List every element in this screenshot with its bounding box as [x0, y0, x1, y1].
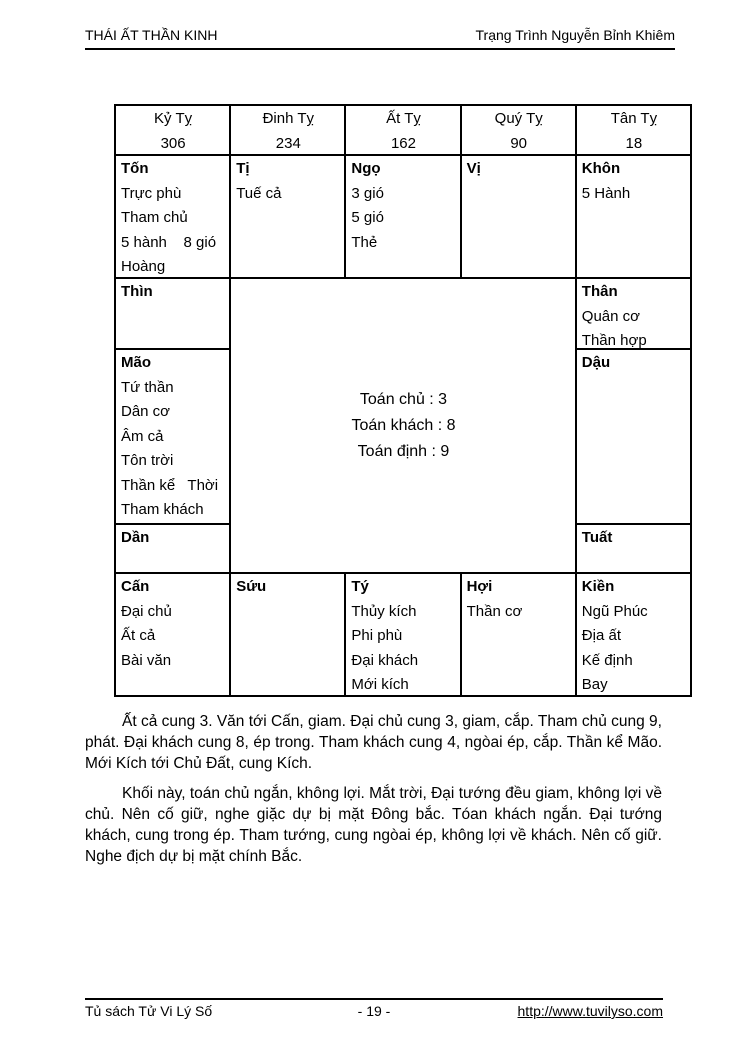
year-value: 306: [160, 134, 186, 152]
cell-title: Tuất: [581, 529, 613, 546]
cell-line: Tham chủ: [121, 209, 188, 226]
cell-ty: [345, 573, 460, 696]
toan-khach-value: Toán khách : 8: [351, 417, 456, 434]
year-cell-dinh-ty: [230, 105, 345, 155]
cell-tuat: [576, 524, 691, 573]
author-name: Trạng Trình Nguyễn Bỉnh Khiêm: [475, 27, 675, 43]
year-name: Quý Tỵ: [494, 110, 543, 127]
cell-line: Đại khách: [351, 651, 419, 669]
cell-title: Sứu: [236, 578, 267, 595]
cell-vi: [461, 155, 576, 278]
cell-title: Tý: [351, 578, 369, 595]
cell-than: [576, 278, 691, 349]
cell-line: Dân cơ: [121, 403, 171, 420]
cell-ngo: [345, 155, 460, 278]
year-cell-quy-ty: [461, 105, 576, 155]
cell-line: 3 gió: [351, 184, 384, 202]
toan-chu-value: Toán chủ : 3: [359, 391, 448, 408]
cell-line: Hoàng: [121, 258, 166, 275]
cell-line: Địa ất: [581, 627, 621, 644]
cell-kien: [576, 573, 691, 696]
year-name: Đinh Tỵ: [262, 110, 314, 127]
cell-line: 5 hành 8 gió: [121, 233, 217, 251]
cell-line: Đại chủ: [121, 602, 172, 620]
cell-line: Ất cả: [121, 627, 156, 644]
year-value: 18: [625, 134, 643, 152]
cell-center-totals: [230, 278, 576, 573]
paragraph-1: Ất cả cung 3. Văn tới Cấn, giam. Đại chủ cung 3, giam, cắp. Tham chủ cung 9, phát. Đại khách cung 8, ép trong. Tham khách cung 4, ngòai ép, cắp. Thần kể Mão. Mới Kích tới Chủ Đất, cung Kích.: [85, 713, 662, 772]
book-title: THÁI ẤT THẦN KINH: [85, 27, 218, 43]
footer-url-link[interactable]: http://www.tuvilyso.com: [517, 1003, 664, 1019]
cell-line: Bay: [581, 676, 608, 693]
cell-dan: [115, 524, 230, 573]
cell-title: Khôn: [581, 160, 621, 177]
cell-khon: [576, 155, 691, 278]
year-name: Tân Tỵ: [610, 110, 658, 127]
page-header: [85, 0, 675, 50]
cell-ti: [230, 155, 345, 278]
cell-line: Quân cơ: [581, 307, 640, 325]
cell-title: Cấn: [121, 578, 150, 595]
cell-hoi: [461, 573, 576, 696]
year-cell-ky-ty: [115, 105, 230, 155]
page-footer: [85, 998, 663, 1019]
cell-title: Tị: [236, 160, 250, 177]
cell-line: 5 gió: [351, 209, 384, 226]
year-name: Ất Tỵ: [386, 110, 421, 127]
year-value: 90: [510, 134, 528, 152]
cell-title: Vị: [466, 160, 481, 177]
cell-line: Âm cả: [121, 427, 164, 445]
cell-line: Thần cơ: [466, 602, 523, 620]
cell-line: Tuế cả: [236, 184, 282, 202]
year-cell-at-ty: [345, 105, 460, 155]
cell-line: Kế định: [581, 651, 633, 669]
cell-line: Tôn trời: [121, 452, 174, 469]
cell-title: Dậu: [581, 354, 611, 371]
cell-line: Bài văn: [121, 651, 172, 669]
cell-line: Ngũ Phúc: [581, 602, 648, 620]
thai-at-chart: [114, 104, 692, 697]
cell-dau: [576, 349, 691, 524]
toan-dinh-value: Toán định : 9: [357, 443, 450, 460]
cell-title: Thìn: [121, 283, 153, 300]
cell-line: Thủy kích: [351, 602, 417, 620]
cell-title: Ngọ: [351, 160, 381, 177]
cell-ton: [115, 155, 230, 278]
cell-line: Trực phù: [121, 184, 182, 202]
cell-title: Tốn: [121, 160, 149, 177]
body-text: [85, 711, 662, 867]
cell-suu: [230, 573, 345, 696]
cell-line: Tham khách: [121, 501, 204, 518]
year-name: Kỷ Tỵ: [154, 110, 193, 127]
cell-title: Kiền: [581, 578, 615, 595]
year-cell-tan-ty: [576, 105, 691, 155]
cell-line: Phi phù: [351, 627, 403, 644]
cell-mao: [115, 349, 230, 524]
cell-thin: [115, 278, 230, 349]
page-number: - 19 -: [357, 1003, 391, 1019]
cell-title: Mão: [121, 354, 151, 371]
cell-title: Thân: [581, 283, 618, 300]
cell-line: Thần hợp: [581, 332, 647, 349]
cell-line: Thần kể Thời: [121, 476, 219, 494]
cell-line: Mới kích: [351, 676, 409, 693]
paragraph-2: Khối này, toán chủ ngắn, không lợi. Mắt trời, Đại tướng đều giam, không lợi về chủ. Nên cố giữ, nghe giặc dự bị mặt Đông bắc. Tóan khách ngắn. Đại tướng khách, cung trong ép. Tham tướng, cung ngòai ép, không lợi về khách. Nên cố giữ. Nghe địch dự bị mặt chính Bắc.: [85, 785, 662, 865]
cell-title: Dần: [121, 529, 150, 546]
cell-title: Hợi: [466, 578, 493, 595]
cell-line: Thẻ: [351, 233, 378, 251]
cell-can: [115, 573, 230, 696]
cell-line: 5 Hành: [581, 184, 631, 202]
cell-line: Tứ thần: [121, 378, 174, 396]
year-value: 162: [390, 134, 416, 152]
footer-series-title: Tủ sách Tử Vi Lý Số: [85, 1003, 213, 1019]
year-value: 234: [275, 134, 301, 152]
